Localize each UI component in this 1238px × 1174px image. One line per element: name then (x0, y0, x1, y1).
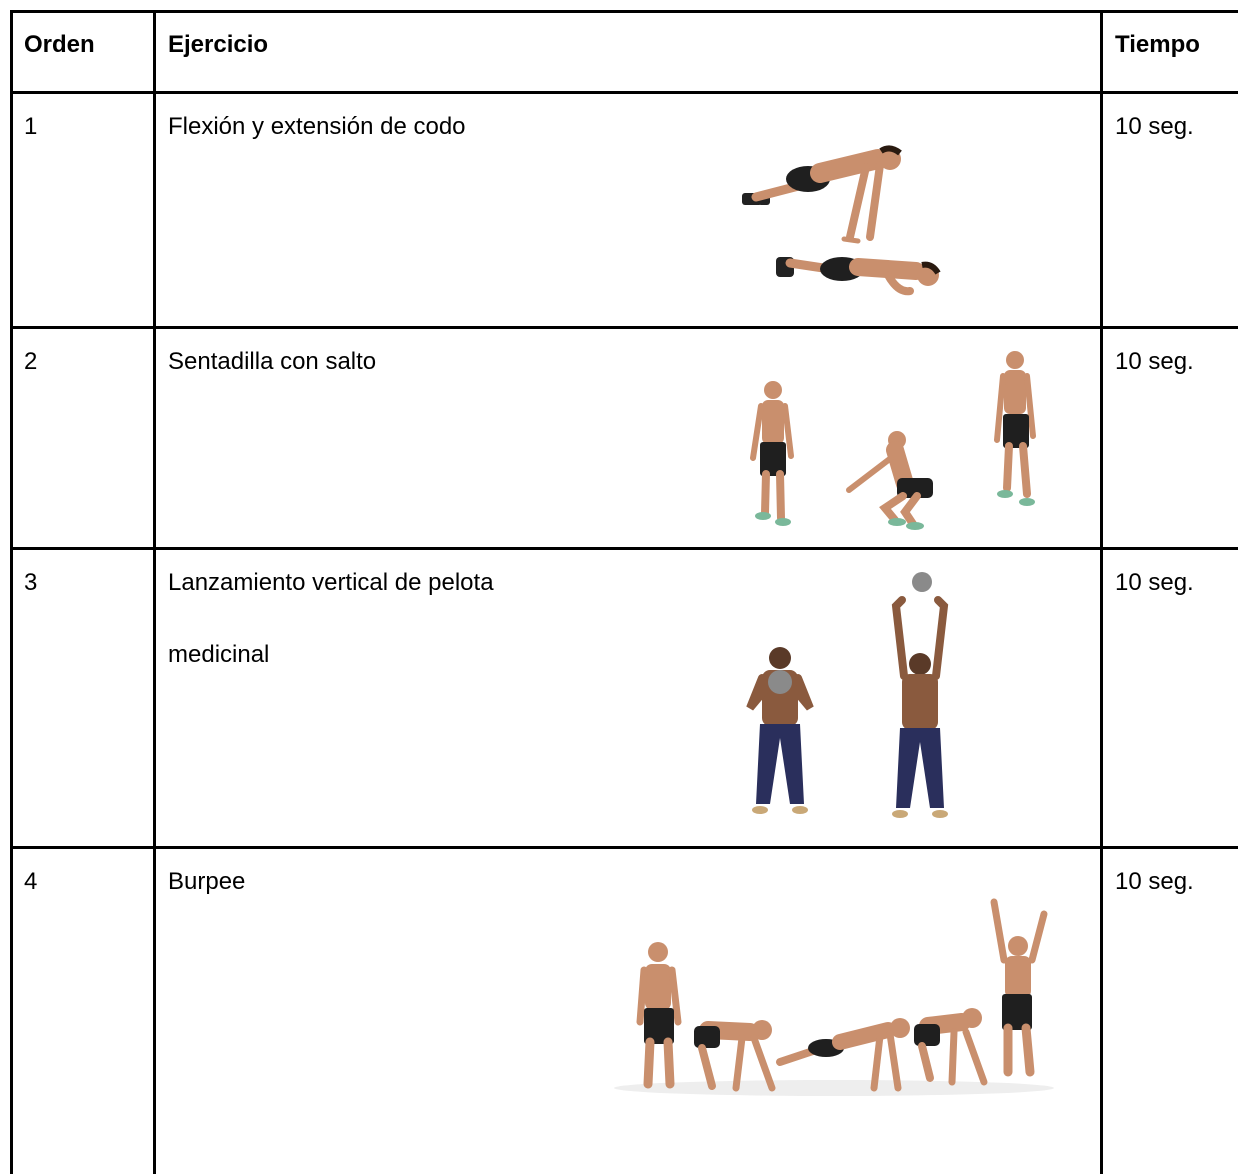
row-divider-header (10, 91, 1238, 94)
row-exercise: Lanzamiento vertical de pelota medicinal (168, 569, 494, 668)
row-divider-3 (10, 846, 1238, 849)
row-time: 10 seg. (1115, 348, 1194, 375)
burpee-standing-figure (640, 942, 678, 1084)
row-order: 2 (24, 348, 38, 375)
medicine-ball-illustration (740, 566, 960, 826)
ball-throw-figure (892, 600, 948, 818)
row-exercise: Flexión y extensión de codo (168, 113, 466, 140)
row-time: 10 seg. (1115, 569, 1194, 596)
burpee-crouch-figure (694, 1020, 772, 1088)
push-up-figure-bottom (776, 257, 939, 291)
burpee-illustration (612, 892, 1057, 1102)
row-divider-1 (10, 326, 1238, 329)
burpee-return-figure (914, 1008, 984, 1082)
header-time: Tiempo (1115, 31, 1200, 58)
column-divider-1 (153, 10, 156, 1174)
row-time: 10 seg. (1115, 113, 1194, 140)
push-up-figure-top (742, 148, 901, 241)
row-order: 3 (24, 569, 38, 596)
jump-squat-illustration (745, 348, 1045, 533)
table-border-left (10, 10, 13, 1174)
squat-figure (849, 431, 933, 530)
header-order: Orden (24, 31, 95, 58)
row-time: 10 seg. (1115, 868, 1194, 895)
jump-figure (997, 351, 1035, 506)
burpee-jump-figure (994, 902, 1044, 1072)
push-up-illustration (738, 145, 943, 305)
ball-chest-figure (750, 647, 810, 814)
column-divider-2 (1100, 10, 1103, 1174)
row-order: 1 (24, 113, 38, 140)
burpee-plank-figure (780, 1018, 910, 1088)
header-exercise: Ejercicio (168, 31, 269, 58)
medicine-ball-icon (912, 572, 932, 592)
row-order: 4 (24, 868, 38, 895)
standing-figure (753, 381, 791, 526)
row-exercise: Sentadilla con salto (168, 348, 377, 375)
table-border-top (10, 10, 1238, 13)
row-exercise: Burpee (168, 868, 246, 895)
